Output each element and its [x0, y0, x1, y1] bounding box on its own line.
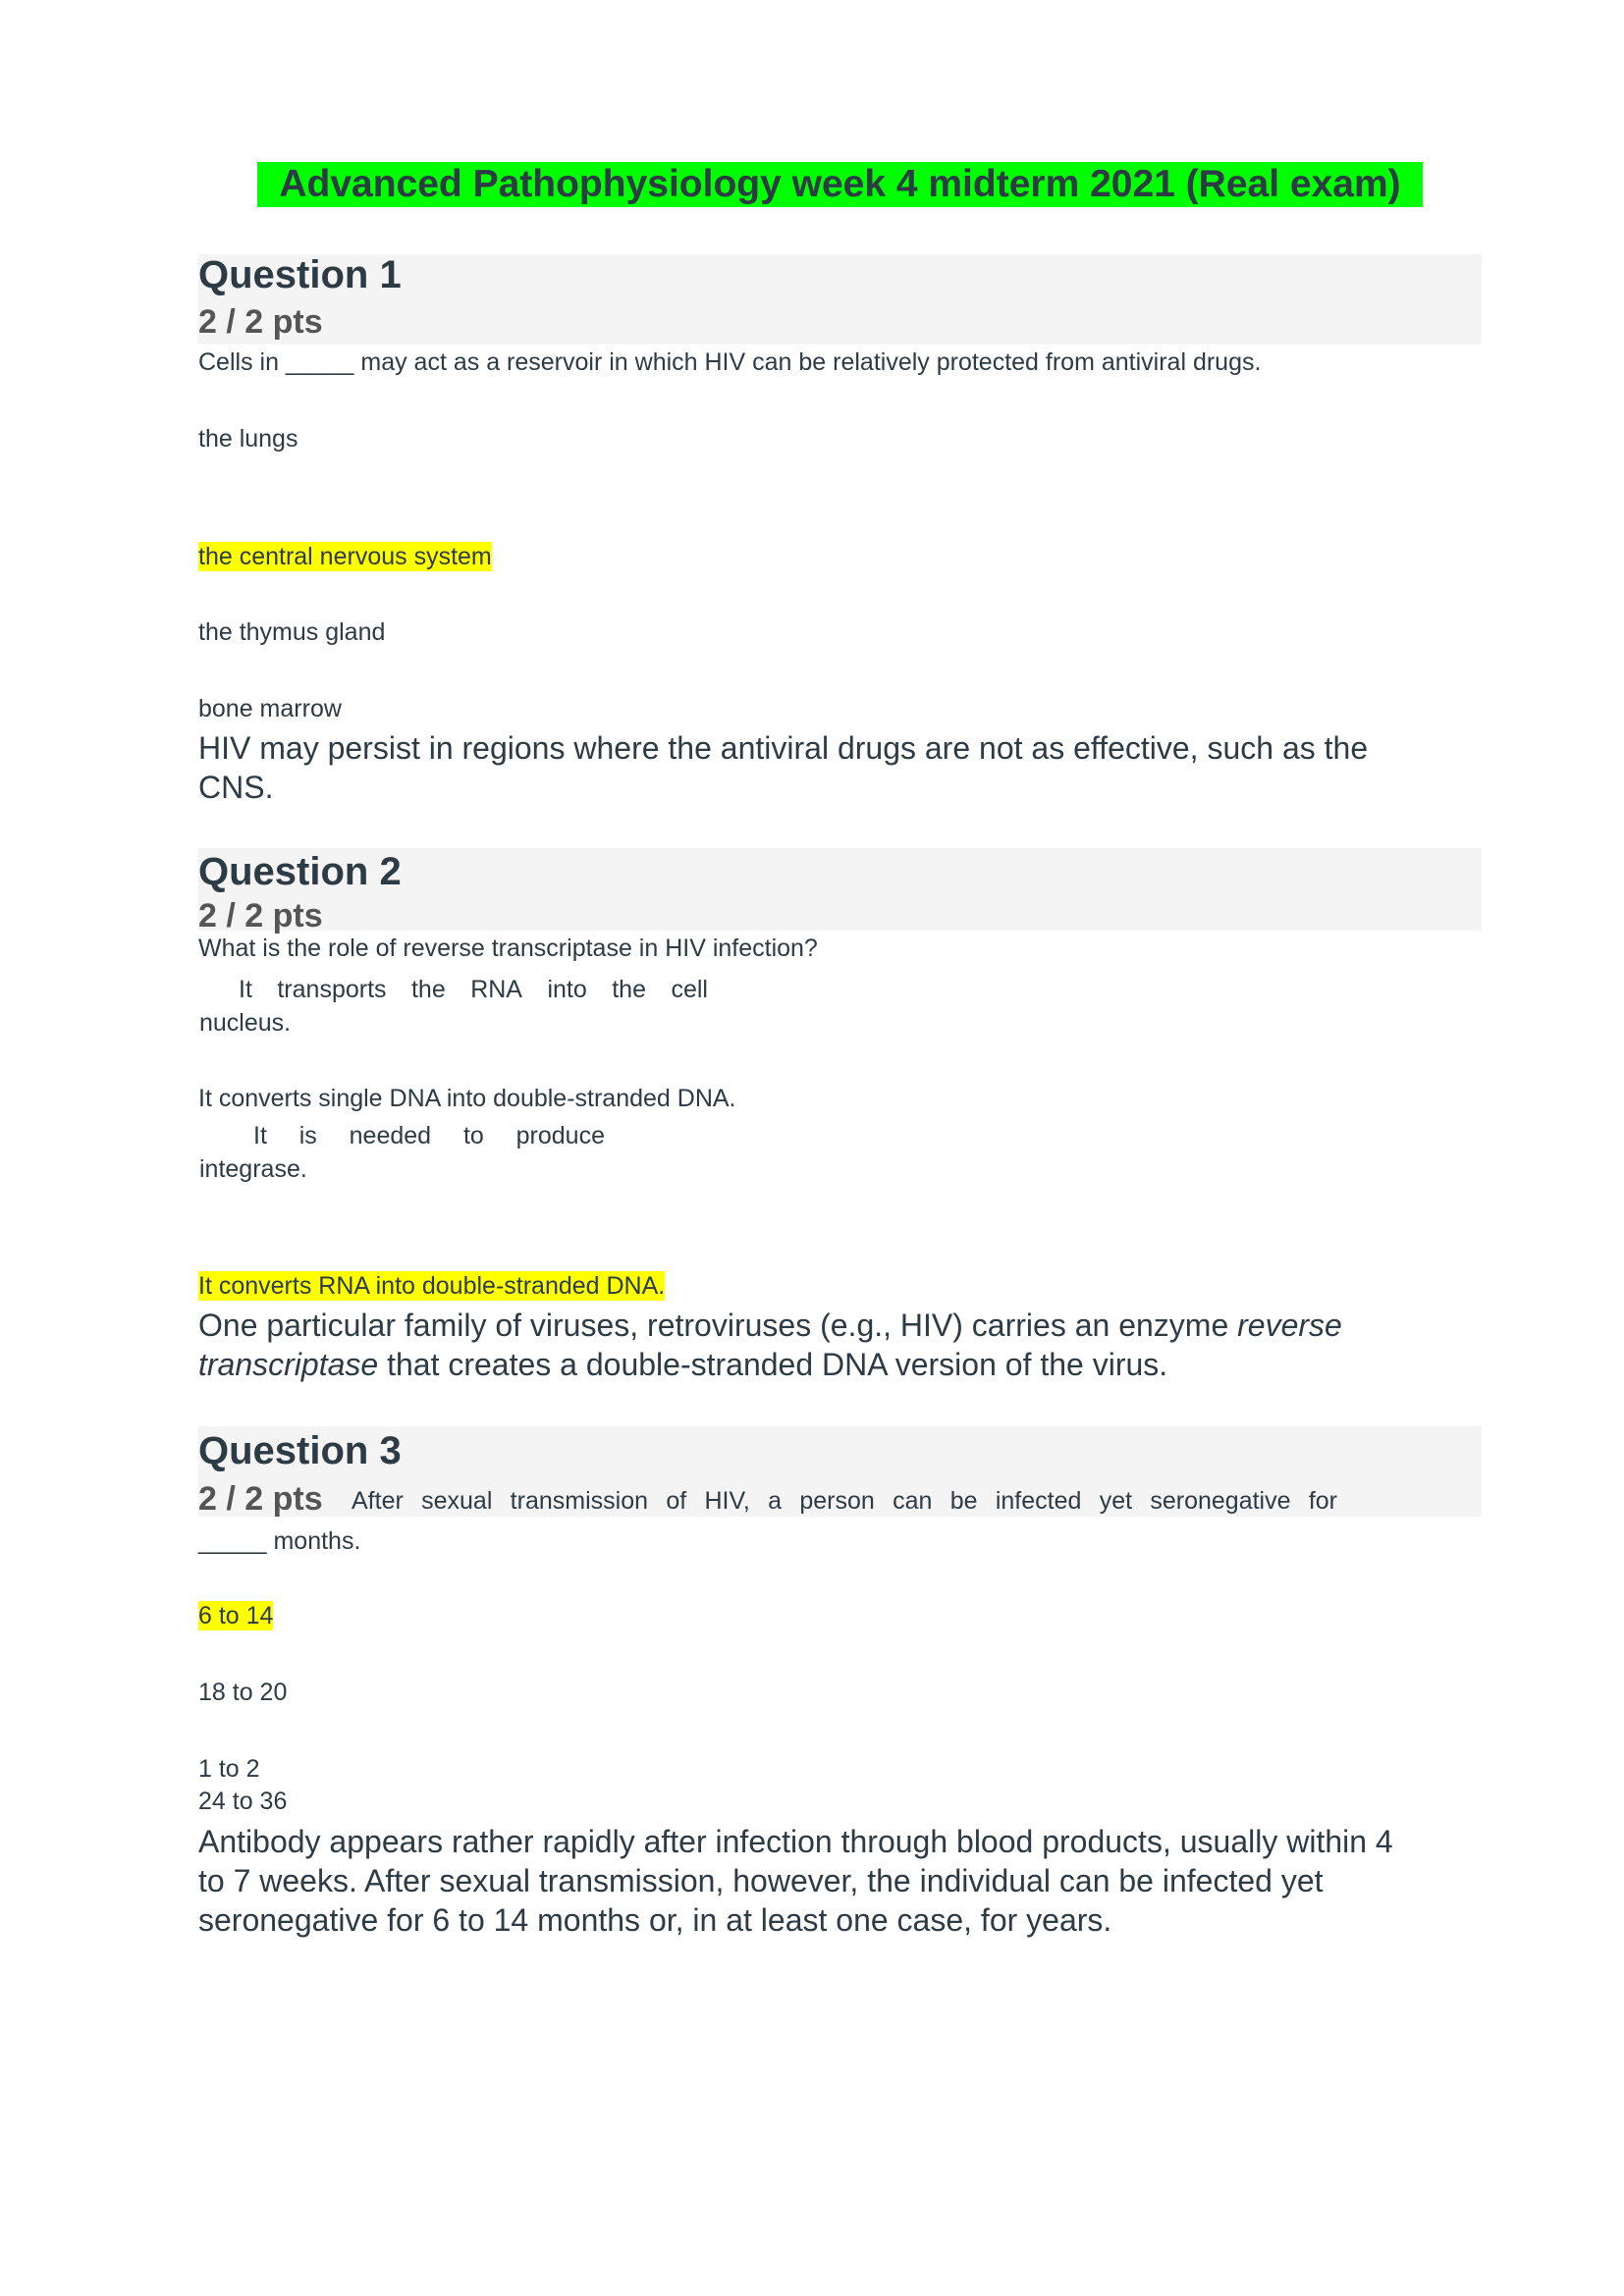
explanation-line: HIV may persist in regions where the antiviral drugs are not as effective, such as the [198, 730, 1369, 766]
document-title: Advanced Pathophysiology week 4 midterm 2021 (Real exam) [257, 162, 1423, 207]
question-3-prompt: After sexual transmission of HIV, a person can be infected yet seronegative for [352, 1487, 1337, 1515]
question-3-correct-option: 6 to 14 [198, 1602, 274, 1629]
question-3-option: 1 to 2 [198, 1755, 260, 1783]
text: One particular family of viruses, retroviruses (e.g., HIV) carries an enzyme [198, 1308, 1238, 1343]
text: that creates a double-stranded DNA version of the virus. [378, 1347, 1168, 1382]
explanation-line: to 7 weeks. After sexual transmission, however, the individual can be infected yet [198, 1863, 1324, 1898]
question-2-heading: Question 2 [198, 850, 402, 893]
word: to [462, 1122, 484, 1149]
question-1-option: the thymus gland [198, 618, 386, 646]
question-3-option: 24 to 36 [198, 1788, 288, 1815]
italic-term: reverse [1237, 1308, 1342, 1343]
question-3-prompt-continued: _____ months. [198, 1527, 361, 1555]
question-2-option-line [239, 975, 708, 1004]
word: is [298, 1122, 317, 1149]
word: cell [671, 976, 708, 1003]
word: the [410, 976, 446, 1003]
explanation-line: Antibody appears rather rapidly after infection through blood products, usually within 4 [198, 1824, 1393, 1859]
word: transports [277, 976, 387, 1003]
question-1-option: bone marrow [198, 695, 342, 722]
question-1-correct-option: the central nervous system [198, 543, 492, 570]
question-1-heading: Question 1 [198, 253, 402, 296]
question-3-heading: Question 3 [198, 1429, 402, 1472]
question-2-option-line [253, 1121, 605, 1150]
question-1-points: 2 / 2 pts [198, 303, 323, 341]
word: the [612, 976, 646, 1003]
question-2-option: It converts single DNA into double-stranded DNA. [198, 1085, 736, 1112]
question-3-explanation [198, 1822, 1393, 1940]
word: into [547, 976, 587, 1003]
explanation-line [198, 1345, 1342, 1384]
question-3-option: 18 to 20 [198, 1679, 288, 1706]
question-1-explanation [198, 728, 1368, 807]
word: needed [349, 1122, 432, 1149]
word: It [253, 1122, 267, 1149]
question-1-prompt: Cells in _____ may act as a reservoir in which HIV can be relatively protected from antiviral drugs. [198, 348, 1262, 376]
italic-term: transcriptase [198, 1347, 379, 1382]
word: It [239, 976, 252, 1003]
question-2-explanation [198, 1306, 1342, 1384]
explanation-line [198, 1306, 1342, 1345]
question-3-points: 2 / 2 pts [198, 1480, 323, 1518]
question-2-prompt: What is the role of reverse transcriptase in HIV infection? [198, 934, 818, 962]
explanation-line: CNS. [198, 770, 274, 805]
question-2-option-line: integrase. [199, 1155, 307, 1183]
explanation-line: seronegative for 6 to 14 months or, in at least one case, for years. [198, 1902, 1112, 1938]
question-2-points: 2 / 2 pts [198, 897, 323, 934]
question-1-option: the lungs [198, 425, 298, 453]
word: produce [515, 1122, 605, 1149]
question-2-correct-option: It converts RNA into double-stranded DNA. [198, 1272, 666, 1300]
word: RNA [470, 976, 522, 1003]
question-2-option-line: nucleus. [199, 1009, 292, 1037]
